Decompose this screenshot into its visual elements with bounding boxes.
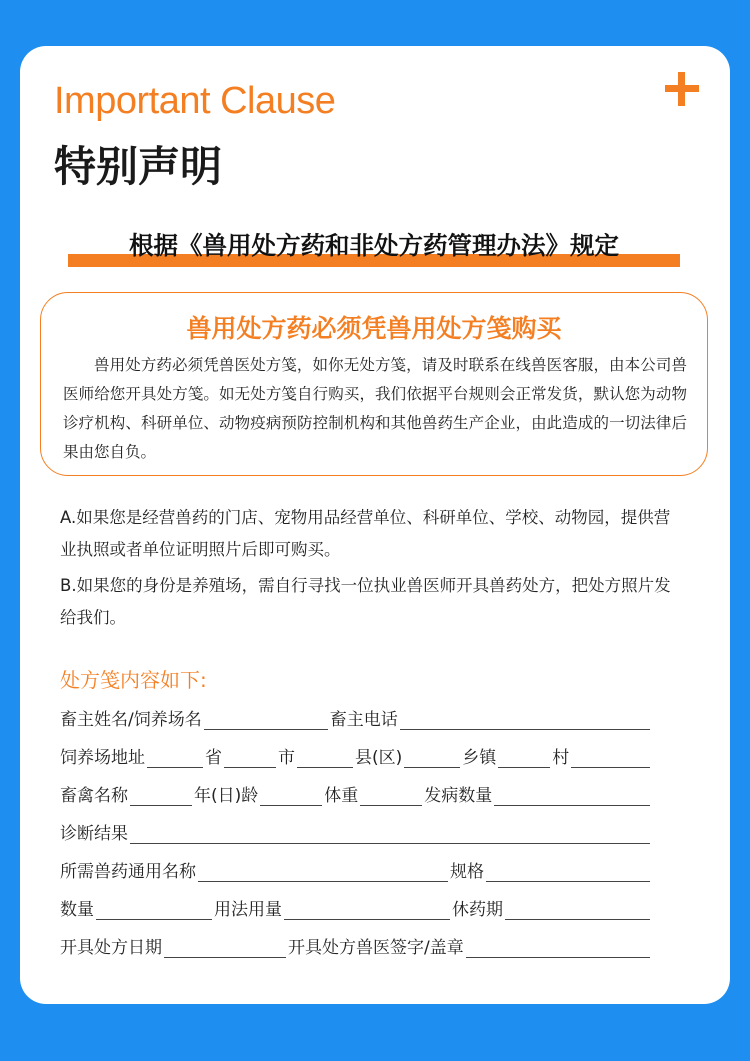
withdrawal-label: 休药期 [452, 900, 503, 920]
town-label: 乡镇 [462, 748, 497, 768]
quantity-blank[interactable] [96, 899, 212, 920]
chinese-title: 特别声明 [54, 142, 223, 191]
clause-b: B.如果您的身份是养殖场，需自行寻找一位执业兽医师开具兽药处方，把处方照片发给我们。 [60, 576, 671, 627]
city-label: 市 [278, 748, 295, 768]
province-label: 省 [205, 748, 222, 768]
diagnosis-label: 诊断结果 [60, 824, 128, 844]
age-label: 年(日)龄 [194, 786, 259, 806]
form-row-drug [60, 856, 652, 882]
date-label: 开具处方日期 [60, 938, 162, 958]
prescription-notice-box [40, 292, 708, 476]
withdrawal-blank[interactable] [505, 899, 650, 920]
quantity-label: 数量 [60, 900, 94, 920]
form-row-diagnosis [60, 818, 652, 844]
notice-title: 兽用处方药必须凭兽用处方笺购买 [186, 314, 562, 343]
drug-name-blank[interactable] [198, 861, 448, 882]
owner-phone-label: 畜主电话 [329, 710, 398, 730]
province-blank[interactable] [224, 747, 276, 768]
dosage-blank[interactable] [284, 899, 450, 920]
clause-a: A.如果您是经营兽药的门店、宠物用品经营单位、科研单位、学校、动物园，提供营业执照或者单位证明照片后即可购买。 [60, 508, 671, 559]
clause-card [20, 46, 730, 1004]
signature-blank[interactable] [466, 937, 650, 958]
form-row-usage [60, 894, 652, 920]
village-blank[interactable] [571, 747, 650, 768]
address-blank[interactable] [147, 747, 203, 768]
diagnosis-blank[interactable] [130, 823, 650, 844]
address-label: 饲养场地址 [60, 748, 145, 768]
sick-count-label: 发病数量 [424, 786, 493, 806]
form-row-issuance [60, 932, 652, 958]
weight-label: 体重 [324, 786, 359, 806]
weight-blank[interactable] [360, 785, 422, 806]
spec-label: 规格 [450, 862, 484, 882]
form-row-owner [60, 704, 652, 730]
drug-name-label: 所需兽药通用名称 [60, 862, 196, 882]
village-label: 村 [552, 748, 570, 768]
notice-body: 兽用处方药必须凭兽医处方笺，如你无处方笺，请及时联系在线兽医客服，由本公司兽医师给您开具处方笺。如无处方笺自行购买，我们依据平台规则会正常发货，默认您为动物诊疗机构、科研单位、动物疫病预防控制机构和其他兽药生产企业，由此造成的一切法律后果由您自负。 [63, 356, 687, 461]
form-row-address [60, 742, 652, 768]
age-blank[interactable] [260, 785, 322, 806]
english-title: Important Clause [54, 80, 336, 122]
animal-name-label: 畜禽名称 [60, 786, 128, 806]
animal-name-blank[interactable] [130, 785, 192, 806]
form-title: 处方笺内容如下: [60, 668, 207, 692]
form-row-animal [60, 780, 652, 806]
regulation-text: 根据《兽用处方药和非处方药管理办法》规定 [129, 231, 619, 260]
date-blank[interactable] [164, 937, 286, 958]
spec-blank[interactable] [486, 861, 650, 882]
regulation-banner [68, 223, 680, 267]
dosage-label: 用法用量 [214, 900, 282, 920]
sick-count-blank[interactable] [494, 785, 650, 806]
owner-name-label: 畜主姓名/饲养场名 [60, 710, 202, 730]
county-label: 县(区) [355, 748, 403, 768]
owner-phone-blank[interactable] [400, 709, 650, 730]
city-blank[interactable] [297, 747, 353, 768]
signature-label: 开具处方兽医签字/盖章 [288, 938, 464, 958]
county-blank[interactable] [404, 747, 460, 768]
owner-name-blank[interactable] [204, 709, 328, 730]
plus-icon [665, 72, 699, 106]
town-blank[interactable] [498, 747, 550, 768]
